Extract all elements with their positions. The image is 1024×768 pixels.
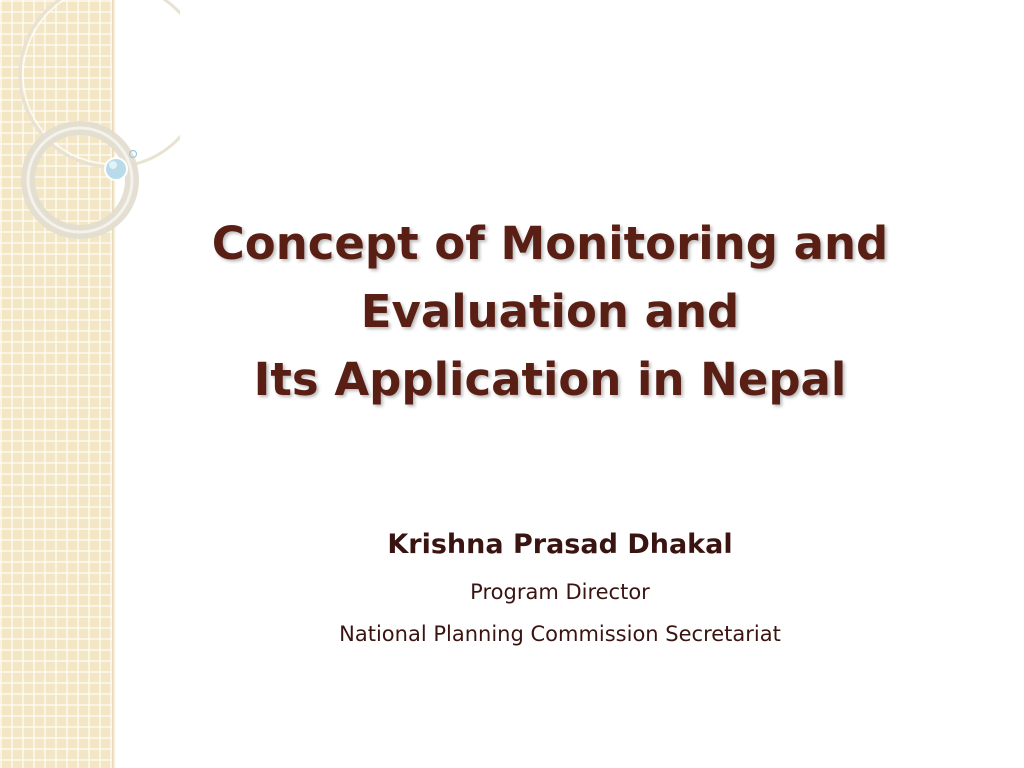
author-role: Program Director <box>470 580 650 604</box>
title-line-1: Concept of Monitoring and <box>211 217 889 270</box>
author-organization: National Planning Commission Secretariat <box>339 622 781 646</box>
title-line-3: Its Application in Nepal <box>253 353 847 406</box>
blue-bubble <box>105 158 127 180</box>
title-line-2: Evaluation and <box>360 285 740 338</box>
author-name: Krishna Prasad Dhakal <box>387 529 733 560</box>
slide-title <box>150 210 950 414</box>
